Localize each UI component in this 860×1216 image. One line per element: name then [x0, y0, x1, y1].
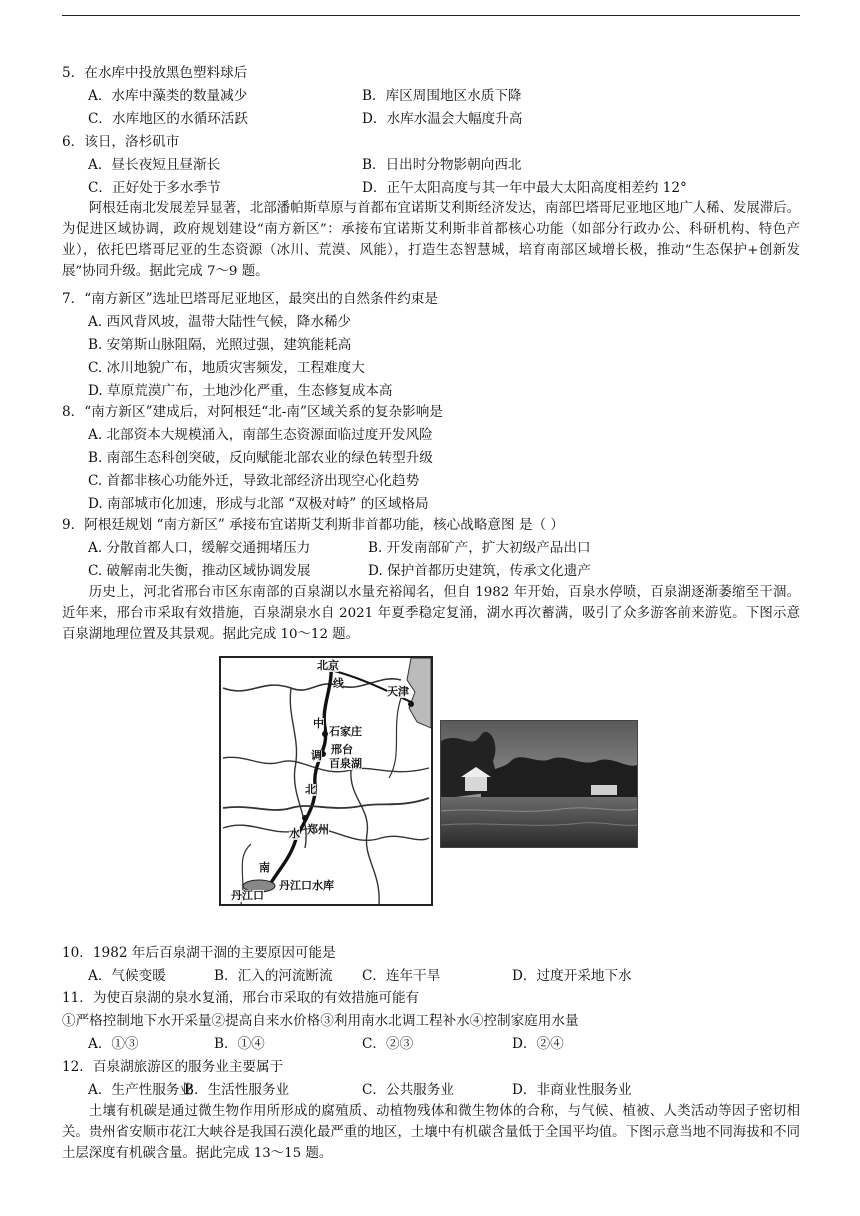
map-label-beijing: 北京 [317, 659, 339, 672]
map-label-tiao: 调 [311, 749, 322, 762]
map-label-zhong: 中 [313, 717, 324, 730]
passage-soil-carbon: 土壤有机碳是通过微生物作用所形成的腐殖质、动植物残体和微生物体的合称，与气候、植被、人类活动等因子密切相关。贵州省安顺市花江大峡谷是我国石漠化最严重的地区，土壤中有机碳含量低于全国平均值。下图示意当地不同海拔和不同土层深度有机碳含量。据此完成 13～15 题。 [62, 1104, 800, 1161]
q5-option-c: C．水库地区的水循环活跃 [88, 111, 248, 127]
baiquan-lake-photo [440, 720, 638, 848]
q7-option-d: D. 草原荒漠广布，土地沙化严重，生态修复成本高 [88, 383, 393, 399]
q8-option-b: B. 南部生态科创突破，反向赋能北部农业的绿色转型升级 [88, 450, 433, 466]
q5-option-d: D．水库水温会大幅度升高 [362, 111, 523, 127]
map-label-shijiazhuang: 石家庄 [329, 725, 362, 738]
q10-option-c: C．连年干旱 [362, 968, 441, 984]
q6-option-d: D．正午太阳高度与其一年中最大太阳高度相差约 12° [362, 180, 687, 196]
map-label-tianjin: 天津 [387, 685, 409, 698]
map-label-danjiangkou-reservoir: 丹江口水库 [279, 879, 334, 892]
q10-option-b: B．汇入的河流断流 [214, 968, 333, 984]
q5-option-a: A．水库中藻类的数量减少 [88, 88, 248, 104]
q10-stem: 10．1982 年后百泉湖干涸的主要原因可能是 [62, 945, 336, 961]
q7-option-c: C. 冰川地貌广布，地质灾害频发，工程难度大 [88, 360, 365, 376]
baiquan-lake-location-map [219, 656, 433, 906]
map-label-baiquanhu: 百泉湖 [329, 757, 362, 770]
q9-stem: 9．阿根廷规划 “南方新区” 承接布宜诺斯艾利斯非首都功能，核心战略意图 是（ ） [62, 517, 565, 533]
q5-option-b: B．库区周围地区水质下降 [362, 88, 522, 104]
q6-stem: 6．该日，洛杉矶市 [62, 134, 180, 150]
map-label-shui: 水 [289, 827, 300, 840]
q6-option-c: C．正好处于多水季节 [88, 180, 221, 196]
q12-option-c: C．公共服务业 [362, 1082, 454, 1098]
lake-landscape-image [441, 721, 637, 847]
q12-option-a: A．生产性服务业 [88, 1082, 193, 1098]
q9-option-b: B. 开发南部矿产，扩大初级产品出口 [368, 540, 591, 556]
q11-measures: ①严格控制地下水开采量②提高自来水价格③利用南水北调工程补水④控制家庭用水量 [62, 1013, 579, 1029]
header-rule [62, 15, 800, 16]
q11-option-c: C．②③ [362, 1036, 414, 1052]
q9-option-d: D. 保护首都历史建筑，传承文化遗产 [368, 563, 591, 579]
q8-stem: 8．“南方新区”建成后，对阿根廷“北-南”区域关系的复杂影响是 [62, 404, 443, 420]
map-label-zhengzhou: 郑州 [307, 823, 329, 836]
q8-option-c: C. 首都非核心功能外迁，导致北部经济出现空心化趋势 [88, 473, 420, 489]
passage-argentina: 阿根廷南北发展差异显著，北部潘帕斯草原与首都布宜诺斯艾利斯经济发达，南部巴塔哥尼亚地区地广人稀、发展滞后。为促进区域协调，政府规划建设“南方新区”：承接布宜诺斯艾利斯非首都核心功能（如部分行政办公、科研机构、特色产业），依托巴塔哥尼亚的生态资源（冰川、荒漠、风能），打造生态智慧城，培育南部区域增长极，推动“生态保护+创新发展”协同升级。据此完成 7～9 题。 [62, 201, 800, 279]
q8-option-d: D. 南部城市化加速，形成与北部 “双极对峙” 的区域格局 [88, 496, 429, 512]
q11-option-a: A．①③ [88, 1036, 139, 1052]
passage-baiquan-lake: 历史上，河北省邢台市区东南部的百泉湖以水量充裕闻名，但自 1982 年开始，百泉水停喷，百泉湖逐渐萎缩至干涸。近年来，邢台市采取有效措施，百泉湖泉水自 2021 年夏季稳定复涌，湖水再次蓄满，吸引了众多游客前来游览。下图示意百泉湖地理位置及其景观。据此完成 10～12 题。 [62, 585, 800, 642]
q11-option-d: D．②④ [512, 1036, 564, 1052]
q6-option-b: B．日出时分物影朝向西北 [362, 157, 522, 173]
q6-option-a: A．昼长夜短且昼渐长 [88, 157, 221, 173]
map-label-xingtai: 邢台 [331, 743, 353, 756]
map-label-danjiangkou: 丹江口 [231, 889, 264, 902]
q10-option-a: A．气候变暖 [88, 968, 166, 984]
q9-option-a: A. 分散首都人口，缓解交通拥堵压力 [88, 540, 311, 556]
q7-stem: 7．“南方新区”选址巴塔哥尼亚地区，最突出的自然条件约束是 [62, 291, 438, 307]
q7-option-b: B. 安第斯山脉阻隔，光照过强，建筑能耗高 [88, 337, 352, 353]
q12-option-b: B．生活性服务业 [184, 1082, 290, 1098]
map-label-xian: 线 [333, 677, 344, 690]
map-label-bei: 北 [305, 783, 316, 796]
q11-option-b: B．①④ [214, 1036, 265, 1052]
q11-stem: 11．为使百泉湖的泉水复涌，邢台市采取的有效措施可能有 [62, 990, 420, 1006]
q10-option-d: D．过度开采地下水 [512, 968, 632, 984]
q9-option-c: C. 破解南北失衡，推动区域协调发展 [88, 563, 311, 579]
q7-option-a: A. 西风背风坡，温带大陆性气候，降水稀少 [88, 314, 352, 330]
q5-stem: 5．在水库中投放黑色塑料球后 [62, 65, 248, 81]
q8-option-a: A. 北部资本大规模涌入，南部生态资源面临过度开发风险 [88, 427, 433, 443]
map-label-nan: 南 [259, 861, 270, 874]
q12-stem: 12．百泉湖旅游区的服务业主要属于 [62, 1059, 284, 1075]
q12-option-d: D．非商业性服务业 [512, 1082, 632, 1098]
